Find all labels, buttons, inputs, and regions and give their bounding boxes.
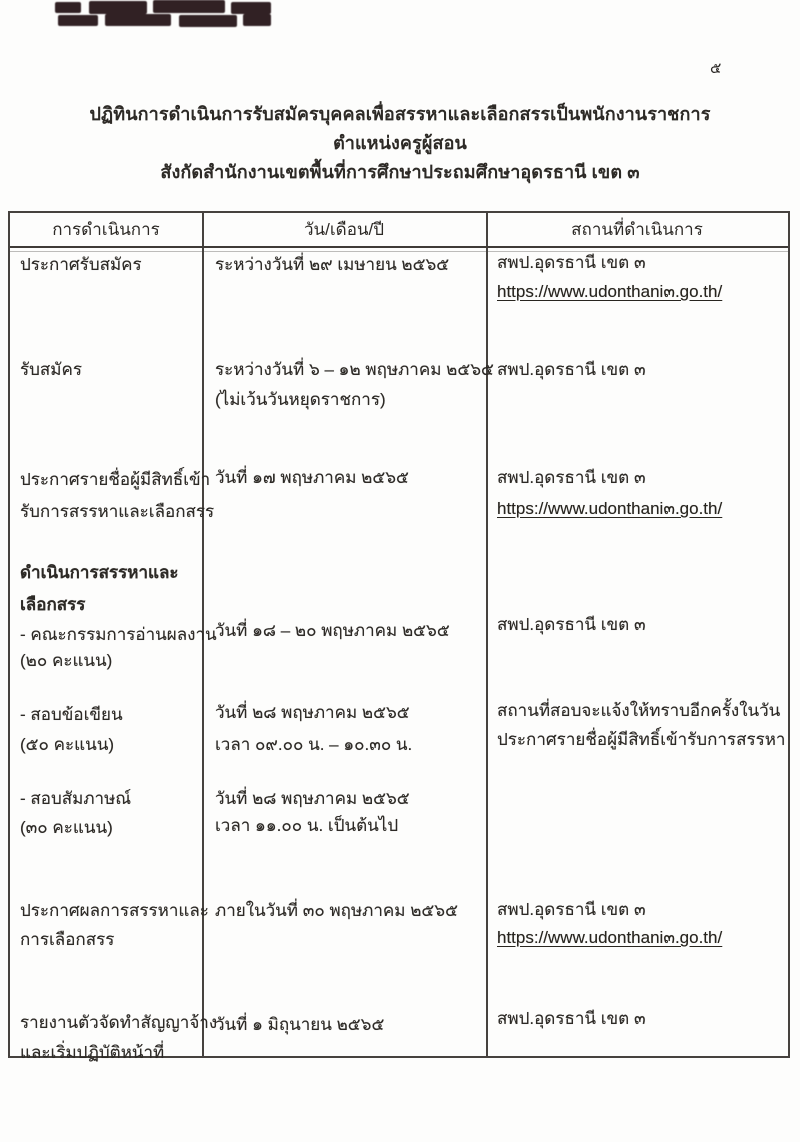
row2-place: สพป.อุดรธานี เขต ๓ xyxy=(497,360,646,379)
row4b-activity-line2: (๕๐ คะแนน) xyxy=(20,735,114,754)
row1-date: ระหว่างวันที่ ๒๙ เมษายน ๒๕๖๕ xyxy=(215,255,450,274)
row4b-activity-line1: - สอบข้อเขียน xyxy=(20,705,123,724)
row5-activity-line2: การเลือกสรร xyxy=(20,930,115,949)
row4a-activity-line2: (๒๐ คะแนน) xyxy=(20,651,113,670)
row1-website-link[interactable]: https://www.udonthani๓.go.th/ xyxy=(497,282,723,301)
row3-activity-line1: ประกาศรายชื่อผู้มีสิทธิ์เข้า xyxy=(20,470,211,489)
row5-place: สพป.อุดรธานี เขต ๓ xyxy=(497,900,646,919)
row4a-date: วันที่ ๑๘ – ๒๐ พฤษภาคม ๒๕๖๕ xyxy=(215,621,450,640)
row5-website-link[interactable]: https://www.udonthani๓.go.th/ xyxy=(497,928,723,947)
scan-ink-blob-artifact xyxy=(55,0,273,30)
row3-date: วันที่ ๑๗ พฤษภาคม ๒๕๖๕ xyxy=(215,468,409,487)
schedule-table xyxy=(8,211,790,1062)
document-title-block xyxy=(0,100,800,187)
row4b-date-line2: เวลา ๐๙.๐๐ น. – ๑๐.๓๐ น. xyxy=(215,735,413,754)
row3-website-link[interactable]: https://www.udonthani๓.go.th/ xyxy=(497,499,723,518)
row1-activity: ประกาศรับสมัคร xyxy=(20,255,142,274)
row6-activity-line1: รายงานตัวจัดทำสัญญาจ้าง xyxy=(20,1013,218,1032)
row3-place: สพป.อุดรธานี เขต ๓ xyxy=(497,468,646,487)
document-title-line-1: ปฏิทินการดำเนินการรับสมัครบุคคลเพื่อสรรหาและเลือกสรรเป็นพนักงานราชการ xyxy=(89,104,711,124)
header-cell-date: วัน/เดือน/ปี xyxy=(303,220,385,239)
table-header-row xyxy=(10,213,788,248)
row4a-activity-line1: - คณะกรรมการอ่านผลงาน xyxy=(20,625,217,644)
row4c-activity-line2: (๓๐ คะแนน) xyxy=(20,818,113,837)
row6-activity-line2: และเริ่มปฏิบัติหน้าที่ xyxy=(20,1043,165,1062)
row1-place: สพป.อุดรธานี เขต ๓ xyxy=(497,253,646,272)
row6-date: วันที่ ๑ มิถุนายน ๒๕๖๕ xyxy=(215,1015,385,1034)
row2-activity: รับสมัคร xyxy=(20,360,83,379)
row3-activity-line2: รับการสรรหาและเลือกสรร xyxy=(20,502,215,521)
header-cell-place: สถานที่ดำเนินการ xyxy=(571,220,703,239)
document-title-line-3: สังกัดสำนักงานเขตพื้นที่การศึกษาประถมศึกษาอุดรธานี เขต ๓ xyxy=(160,162,640,182)
row5-date: ภายในวันที่ ๓๐ พฤษภาคม ๒๕๖๕ xyxy=(215,901,458,920)
header-cell-activity: การดำเนินการ xyxy=(52,220,160,239)
row6-place: สพป.อุดรธานี เขต ๓ xyxy=(497,1009,646,1028)
document-title-line-2: ตำแหน่งครูผู้สอน xyxy=(333,133,467,153)
row4c-date-line2: เวลา ๑๑.๐๐ น. เป็นต้นไป xyxy=(215,816,399,835)
row4-heading-line1: ดำเนินการสรรหาและ xyxy=(20,563,179,582)
row2-date-line1: ระหว่างวันที่ ๖ – ๑๒ พฤษภาคม ๒๕๖๕ xyxy=(215,360,494,379)
row4-heading-line2: เลือกสรร xyxy=(20,595,86,614)
row5-activity-line1: ประกาศผลการสรรหาและ xyxy=(20,901,209,920)
row4b-place-line1: สถานที่สอบจะแจ้งให้ทราบอีกครั้งในวัน xyxy=(497,701,781,720)
row4a-place: สพป.อุดรธานี เขต ๓ xyxy=(497,615,646,634)
page-number: ๕ xyxy=(710,60,722,77)
row4c-activity-line1: - สอบสัมภาษณ์ xyxy=(20,789,132,808)
row4b-place-line2: ประกาศรายชื่อผู้มีสิทธิ์เข้ารับการสรรหา xyxy=(497,730,786,749)
table-body xyxy=(10,246,788,1062)
row2-date-line2: (ไม่เว้นวันหยุดราชการ) xyxy=(215,390,386,409)
row4c-date-line1: วันที่ ๒๘ พฤษภาคม ๒๕๖๕ xyxy=(215,789,410,808)
row4b-date-line1: วันที่ ๒๘ พฤษภาคม ๒๕๖๕ xyxy=(215,703,410,722)
